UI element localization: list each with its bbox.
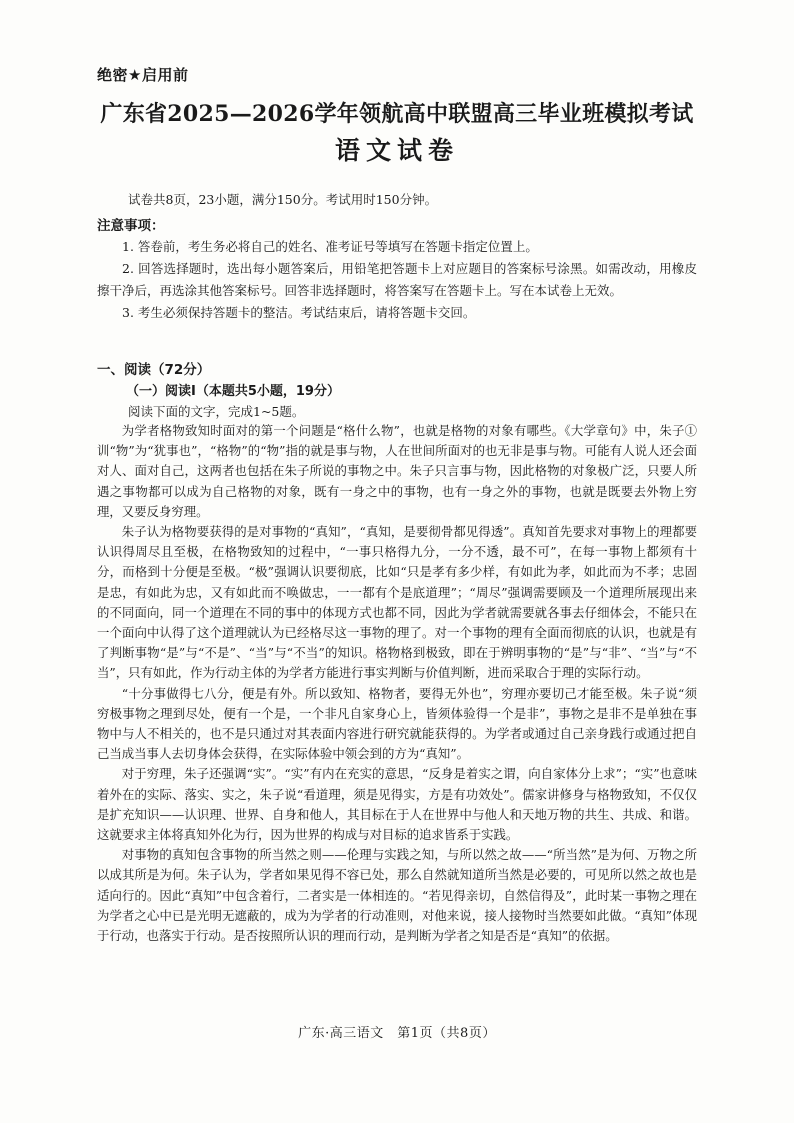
subsection-heading: （一）阅读Ⅰ（本题共5小题，19分）: [126, 384, 340, 399]
subject-title: 语文试卷: [334, 136, 459, 165]
passage-paragraph: 对事物的真知包含事物的所当然之则——伦理与实践之知，与所以然之故——“所当然”是为何、万物之所以成其所是为何。朱子认为，学者如果见得不容已处，那么自然就知道所当然是必要的，可见所以然之故也是适向行的。因此“真知”中包含着行，二者实是一体相连的。“若见得亲切，自然信得及”，此时某一事物之理在为学者之心中已是光明无遮蔽的，成为为学者的行动准则，对他来说，接人接物时当然要如此做。“真知”体现于行动，也落实于行动。是否按照所认识的理而行动，是判断为学者之知是否是“真知”的依据。: [97, 847, 697, 944]
reading-instruction: 阅读下面的文字，完成1~5题。: [128, 404, 305, 419]
passage-paragraph: 对于穷理，朱子还强调“实”。“实”有内在充实的意思，“反身是着实之谓，向自家体分上求”；“实”也意味着外在的实际、落实、实之，朱子说“看道理，须是见得实，方是有功效处”。儒家讲修身与格物致知，不仅仅是扩充知识——认识理、世界、自身和他人，其目标在于人在世界中与他人和天地万物的共生、共成、和谐。这就要求主体将真知外化为行，因为世界的构成与对目标的追求皆系于实践。: [97, 766, 697, 843]
note-item: 2. 回答选择题时，选出每小题答案后，用铅笔把答题卡上对应题目的答案标号涂黑。如需改动，用橡皮擦干净后，再选涂其他答案标号。回答非选择题时，将答案写在答题卡上。写在本试卷上无效。: [97, 261, 697, 298]
passage-paragraph: 朱子认为格物要获得的是对事物的“真知”，“真知，是要彻骨都见得透”。真知首先要求对事物上的理都要认识得周尽且至极，在格物致知的过程中，“一事只格得九分，一分不透，最不可”，在每一事物上都须有十分，而格到十分便是至极。“极”强调认识要彻底，比如“只是孝有多少样，有如此为孝，如此而为不孝；忠固是忠，有如此为忠，又有如此而不唤做忠，一一都有个是底道理”；“周尽”强调需要顾及一个道理所展现出来的不同面向，同一个道理在不同的事中的体现方式也都不同，因此为学者就需要就各事去仔细体会，不能只在一个面向中认得了这个道理就认为已经格尽这一事物的理了。对一个事物的理有全面而彻底的认识，也就是有了判断事物“是”与“不是”、“当”与“不当”的知识。格物格到极致，即在于辨明事物的“是”与“非”、“当”与“不当”，只有如此，作为行动主体的为学者方能进行事实判断与价值判断，进而采取合于理的实际行动。: [97, 524, 697, 681]
confidential-label: 绝密★启用前: [97, 66, 189, 84]
notes-list: [97, 236, 697, 324]
page-footer: 广东·高三语文 第1页（共8页）: [298, 1026, 496, 1041]
notes-heading: 注意事项：: [97, 218, 165, 234]
note-item: 3. 考生必须保持答题卡的整洁。考试结束后，请将答题卡交回。: [122, 305, 476, 320]
exam-info: 试卷共8页，23小题，满分150分。考试用时150分钟。: [128, 192, 438, 207]
reading-passage: [97, 421, 697, 946]
section-heading: 一、阅读（72分）: [97, 362, 211, 378]
passage-paragraph: 为学者格物致知时面对的第一个问题是“格什么物”，也就是格物的对象有哪些。《大学章句》中，朱子①训“物”为“犹事也”，“格物”的“物”指的就是事与物，人在世间所面对的也无非是事与物。可能有人说人还会面对人、面对自己，这两者也包括在朱子所说的事物之中。朱子只言事与物，因此格物的对象极广泛，只要人所遇之事物都可以成为自己格物的对象，既有一身之中的事物，也有一身之外的事物，也就是既要去外物上穷理，又要反身穷理。: [97, 423, 697, 519]
passage-paragraph: “十分事做得七八分，便是有外。所以致知、格物者，要得无外也”，穷理亦要切己才能至极。朱子说“须穷极事物之理到尽处，便有一个是，一个非凡自家身心上，皆须体验得一个是非”，事物之是非不是单独在事物中与人不相关的，也不是只通过对其表面内容进行研究就能获得的。为学者或通过自己亲身践行或通过把自己当成当事人去切身体会获得，在实际体验中领会到的方为“真知”。: [97, 685, 697, 762]
exam-title: 广东省2025—2026学年领航高中联盟高三毕业班模拟考试: [100, 101, 694, 127]
note-item: 1. 答卷前，考生务必将自己的姓名、准考证号等填写在答题卡指定位置上。: [122, 239, 538, 254]
